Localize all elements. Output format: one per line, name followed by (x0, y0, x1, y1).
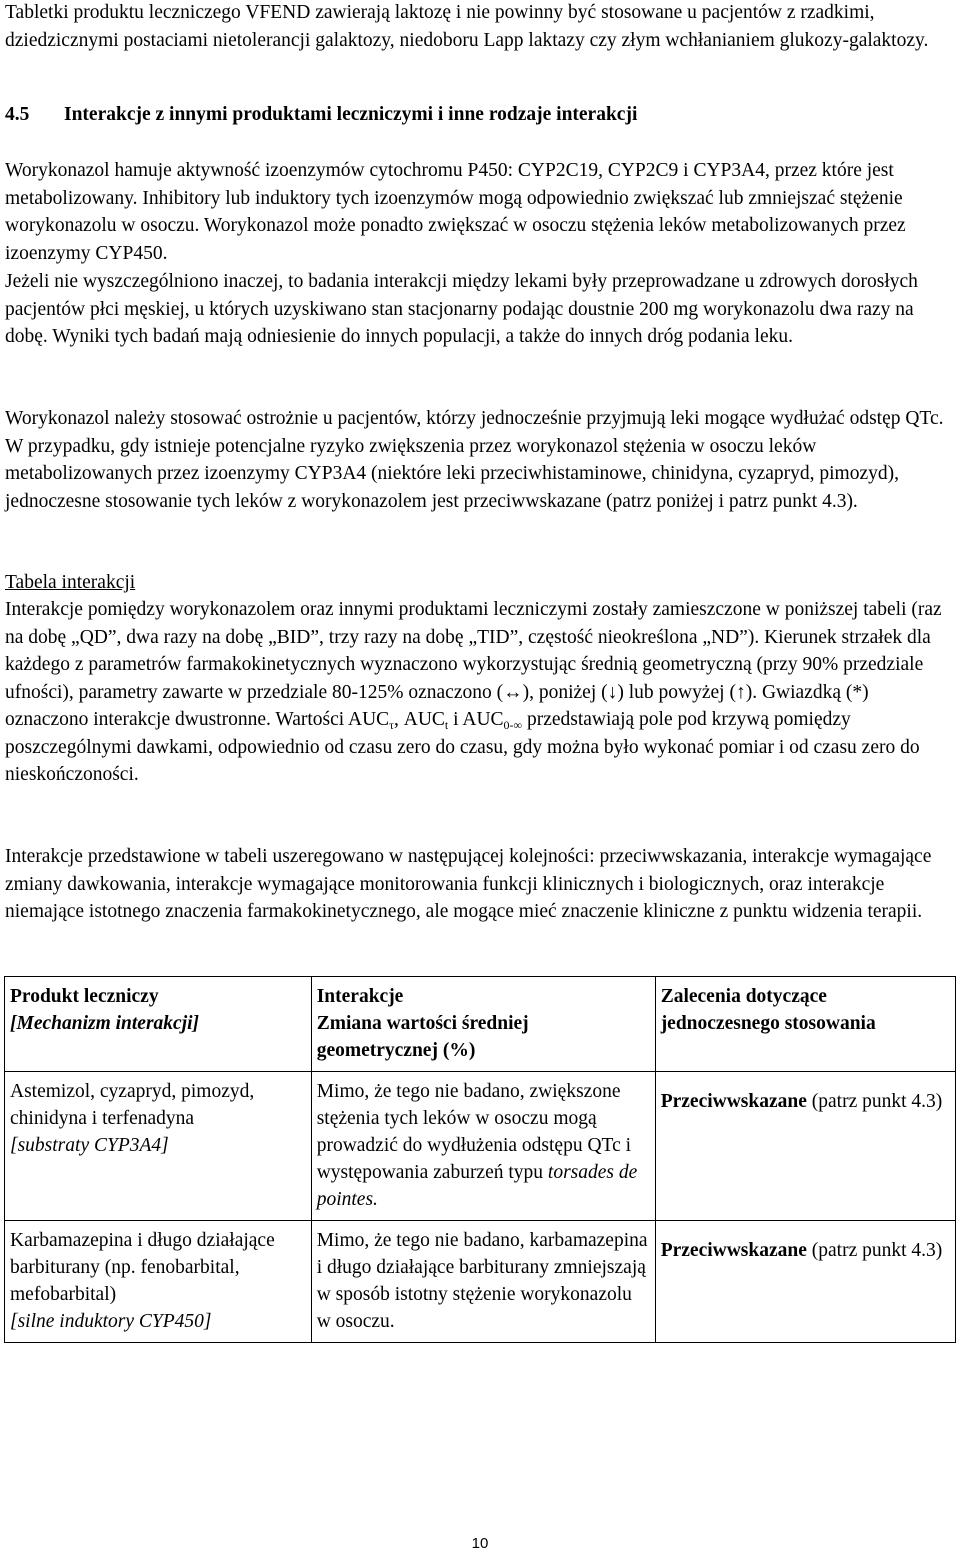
section-title: Interakcje z innymi produktami leczniczymi i inne rodzaje interakcji (64, 104, 638, 125)
cell-interaction: Mimo, że tego nie badano, karbamazepina i długo działające barbiturany zmniejszają w sposób istotny stężenie worykonazolu w osoczu. (311, 1221, 655, 1343)
table-legend-paragraph: Interakcje pomiędzy worykonazolem oraz innymi produktami leczniczymi zostały zamieszczone w poniższej tabeli (raz na dobę „QD”, dwa razy na dobę „BID”, trzy razy na dobę „TID”, częstość nieokreślona „ND”). Kierunek strzałek dla każdego z parametrów farmakokinetycznych wyznaczono wykorzystując średnią geometryczną (przy 90% przedziale ufności), parametry zawarte w przedziale 80-125% oznaczono (↔), poniżej (↓) lub powyżej (↑). Gwiazdką (*) oznaczono interakcje dwustronne. Wartości $AUC_\tau$, $AUC_t$ i $AUC_{0-\infty}$ przedstawiają pole pod krzywą pomiędzy poszczególnymi dawkami, odpowiednio od czasu zero do czasu, gdy można było wykonać pomiar i od czasu zero do nieskończoności. (5, 599, 942, 785)
header-product: Produkt leczniczy [Mechanizm interakcji] (5, 977, 312, 1072)
cell-recommendation: Przeciwwskazane (patrz punkt 4.3) (655, 1072, 955, 1221)
study-conditions-paragraph: Jeżeli nie wyszczególniono inaczej, to badania interakcji między lekami były przeprowadzane u zdrowych dorosłych pacjentów płci męskiej, u których uzyskiwano stan stacjonarny podając doustnie 200 mg worykonazolu dwa razy na dobę. Wyniki tych badań mają odniesienie do innych populacji, a także do innych dróg podania leku. (5, 271, 918, 347)
cell-product: Astemizol, cyzapryd, pimozyd, chinidyna i terfenadyna [substraty CYP3A4] (5, 1072, 312, 1221)
lactose-warning-paragraph: Tabletki produktu leczniczego VFEND zawierają laktozę i nie powinny być stosowane u pacjentów z rzadkimi, dziedzicznymi postaciami nietolerancji galaktozy, niedoboru Lapp laktazy czy złym wchłanianiem glukozy-galaktozy. (5, 2, 929, 51)
cell-product: Karbamazepina i długo działające barbiturany (np. fenobarbital, mefobarbital) [silne induktory CYP450] (5, 1221, 312, 1343)
cell-recommendation: Przeciwwskazane (patrz punkt 4.3) (655, 1221, 955, 1343)
table-header-row (5, 977, 956, 1072)
page-number: 10 (471, 1535, 489, 1552)
table-row (5, 1072, 956, 1221)
up-arrow-icon: ↑ (735, 681, 746, 703)
table-row (5, 1221, 956, 1343)
header-interaction: Interakcje Zmiana wartości średniej geometrycznej (%) (311, 977, 655, 1072)
header-recommendation: Zalecenia dotyczące jednoczesnego stosowania (655, 977, 955, 1072)
cell-interaction: Mimo, że tego nie badano, zwiększone stężenia tych leków w osoczu mogą prowadzić do wydłużenia odstępu QTc i występowania zaburzeń typu torsades de pointes. (311, 1072, 655, 1221)
interaction-table-title: Tabela interakcji (5, 572, 136, 593)
section-number: 4.5 (5, 104, 30, 125)
bidirectional-arrow-icon: ↔ (503, 681, 523, 703)
section-heading (5, 101, 637, 129)
table-order-paragraph: Interakcje przedstawione w tabeli uszeregowano w następującej kolejności: przeciwwskazania, interakcje wymagające zmiany dawkowania, interakcje wymagające monitorowania funkcji klinicznych i biologicznych, oraz interakcje niemające istotnego znaczenia farmakokinetycznego, ale mogące mieć znaczenie kliniczne z punktu widzenia terapii. (5, 846, 932, 922)
down-arrow-icon: ↓ (607, 681, 618, 703)
qtc-caution-paragraph: Worykonazol należy stosować ostrożnie u pacjentów, którzy jednocześnie przyjmują leki mogące wydłużać odstęp QTc. W przypadku, gdy istnieje potencjalne ryzyko zwiększenia przez worykonazol stężenia w osoczu leków metabolizowanych przez izoenzymy CYP3A4 (niektóre leki przeciwhistaminowe, chinidyna, cyzapryd, pimozyd), jednoczesne stosowanie tych leków z worykonazolem jest przeciwwskazane (patrz poniżej i patrz punkt 4.3). (5, 408, 944, 512)
interaction-table (4, 976, 956, 1343)
cyp-inhibition-paragraph: Worykonazol hamuje aktywność izoenzymów cytochromu P450: CYP2C19, CYP2C9 i CYP3A4, przez które jest metabolizowany. Inhibitory lub induktory tych izoenzymów mogą odpowiednio zwiększać lub zmniejszać stężenie worykonazolu w osoczu. Worykonazol może ponadto zwiększać w osoczu stężenia leków metabolizowanych przez izoenzymy CYP450. (5, 160, 906, 264)
